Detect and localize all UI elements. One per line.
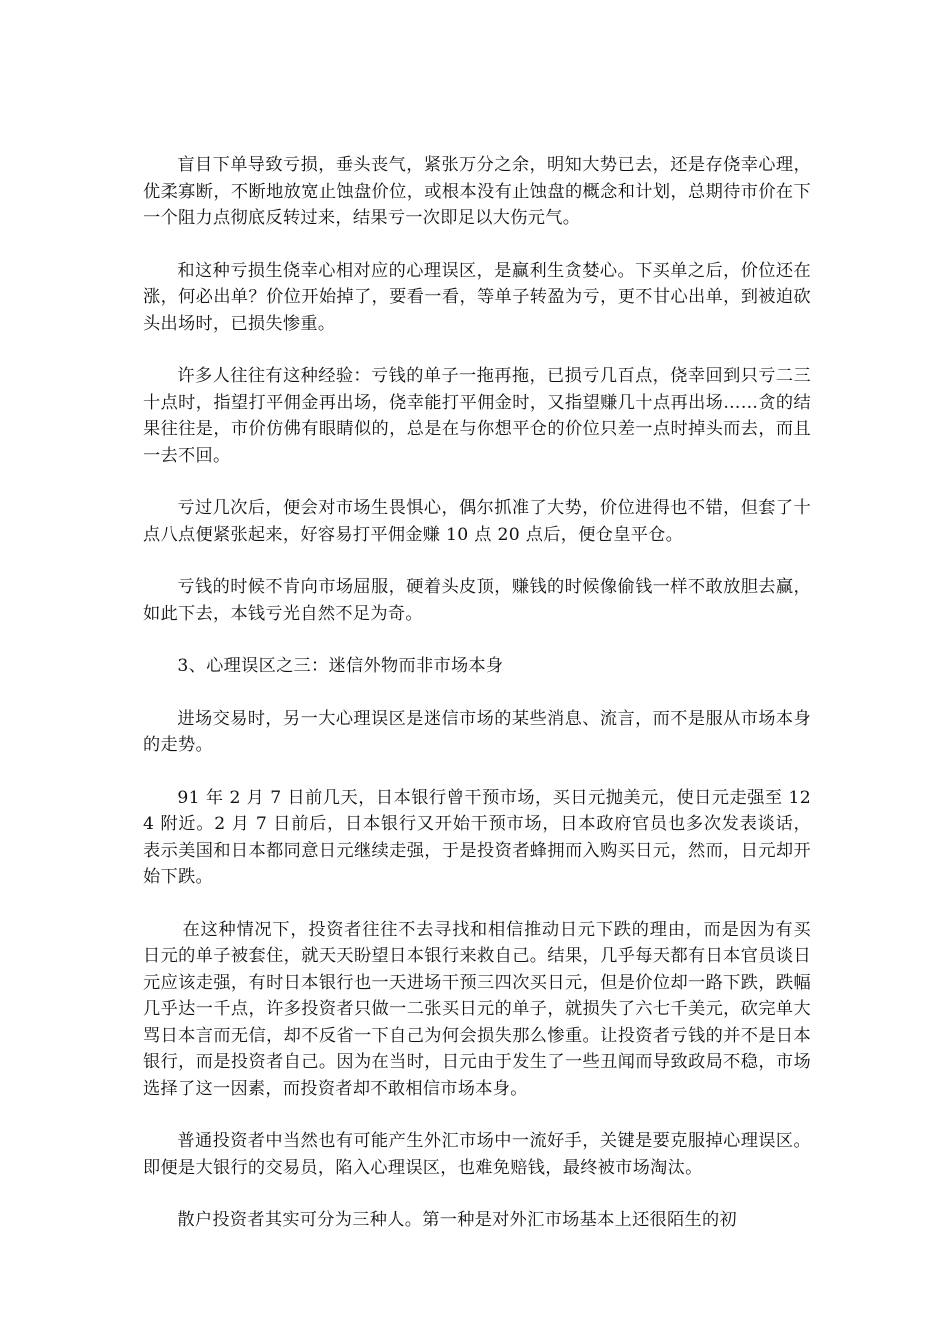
- paragraph-10: 散户投资者其实可分为三种人。第一种是对外汇市场基本上还很陌生的初: [177, 1210, 737, 1230]
- paragraph-5: 亏钱的时候不肯向市场屈服，硬着头皮顶，赚钱的时候像偷钱一样不敢放胆去赢，如此下去，本钱亏光自然不足为奇。: [143, 577, 811, 624]
- paragraph-4: 亏过几次后，便会对市场生畏惧心，偶尔抓准了大势，价位进得也不错，但套了十点八点便紧张起来，好容易打平佣金赚 10 点 20 点后，便仓皇平仓。: [143, 498, 811, 545]
- paragraph-8: 在这种情况下，投资者往往不去寻找和相信推动日元下跌的理由，而是因为有买日元的单子被套住，就天天盼望日本银行来救自己。结果，几乎每天都有日本官员谈日元应该走强，有时日本银行也一天进场干预三四次买日元，但是价位却一路下跌，跌幅几乎达一千点，许多投资者只做一二张买日元的单子，就损失了六七千美元，砍完单大骂日本言而无信，却不反省一下自己为何会损失那么惨重。让投资者亏钱的并不是日本银行，而是投资者自己。因为在当时，日元由于发生了一些丑闻而导致政局不稳，市场选择了这一因素，而投资者却不敢相信市场本身。: [143, 919, 811, 1099]
- paragraph-7: 91 年 2 月 7 日前几天，日本银行曾干预市场，买日元抛美元，使日元走强至 124 附近。2 月 7 日前后，日本银行又开始干预市场，日本政府官员也多次发表谈话，表示美国和日本都同意日元继续走强，于是投资者蜂拥而入购买日元，然而，日元却开始下跌。: [143, 787, 811, 887]
- paragraph-9: 普通投资者中当然也有可能产生外汇市场中一流好手，关键是要克服掉心理误区。即便是大银行的交易员，陷入心理误区，也难免赔钱，最终被市场淘汰。: [143, 1131, 811, 1178]
- paragraph-3: 许多人往往有这种经验：亏钱的单子一拖再拖，已损亏几百点，侥幸回到只亏二三十点时，指望打平佣金再出场，侥幸能打平佣金时，又指望赚几十点再出场……贪的结果往往是，市价仿佛有眼睛似的，总是在与你想平仓的价位只差一点时掉头而去，而且一去不回。: [143, 366, 811, 466]
- paragraph-2: 和这种亏损生侥幸心相对应的心理误区，是赢利生贪婪心。下买单之后，价位还在涨，何必出单？价位开始掉了，要看一看，等单子转盈为亏，更不甘心出单，到被迫砍头出场时，已损失惨重。: [143, 260, 811, 334]
- section-heading: 3、心理误区之三：迷信外物而非市场本身: [177, 656, 504, 676]
- document-page: [143, 152, 811, 1260]
- paragraph-1: 盲目下单导致亏损，垂头丧气，紧张万分之余，明知大势已去，还是存侥幸心理，优柔寡断，不断地放宽止蚀盘价位，或根本没有止蚀盘的概念和计划，总期待市价在下一个阻力点彻底反转过来，结果亏一次即足以大伤元气。: [143, 155, 811, 228]
- paragraph-6: 进场交易时，另一大心理误区是迷信市场的某些消息、流言，而不是服从市场本身的走势。: [143, 708, 811, 755]
